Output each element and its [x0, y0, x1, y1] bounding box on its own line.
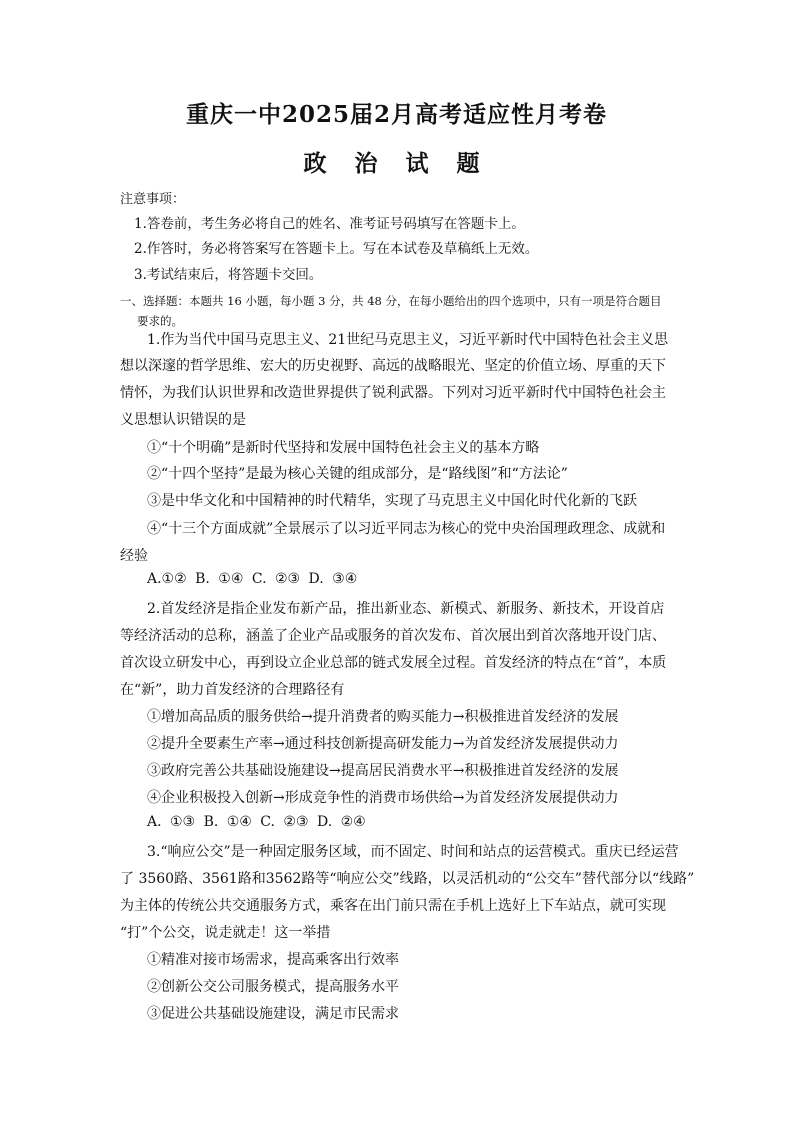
question-1-option: ③是中华文化和中国精神的时代精华，实现了马克思主义中国化时代化新的飞跃: [147, 493, 637, 509]
question-3-stem-line: 3.“响应公交”是一种固定服务区域，而不固定、时间和站点的运营模式。重庆已经运营: [147, 844, 679, 860]
question-2-option: ①增加高品质的服务供给→提升消费者的购买能力→积极推进首发经济的发展: [147, 709, 619, 725]
section-heading-line: 要求的。: [137, 314, 183, 328]
question-1-answers: A.①② B. ①④ C. ②③ D. ③④: [147, 571, 358, 587]
notice-item: 2.作答时，务必将答案写在答题卡上。写在本试卷及草稿纸上无效。: [134, 241, 539, 257]
question-1-stem-line: 情怀，为我们认识世界和改造世界提供了锐利武器。下列对习近平新时代中国特色社会主: [120, 385, 666, 401]
notice-item: 3.考试结束后，将答题卡交回。: [134, 267, 323, 283]
notice-item: 1.答卷前，考生务必将自己的姓名、准考证号码填写在答题卡上。: [134, 216, 525, 232]
question-2-stem-line: 首次设立研发中心，再到设立企业总部的链式发展全过程。首发经济的特点在“首”，本质: [120, 655, 667, 671]
question-3-stem-line: 为主体的传统公共交通服务方式，乘客在出门前只需在手机上选好上下车站点，就可实现: [120, 898, 666, 914]
question-1-option: ①“十个明确”是新时代坚持和发展中国特色社会主义的基本方略: [147, 440, 540, 456]
question-1-option: ④“十三个方面成就”全景展示了以习近平同志为核心的党中央治国理政理念、成就和: [147, 521, 666, 537]
section-heading: [120, 291, 680, 331]
section-heading-line: 一、选择题：本题共 16 小题，每小题 3 分，共 48 分，在每小题给出的四个选项中，只有一项是符合题目: [120, 294, 662, 308]
question-2-answers: A. ①③ B. ①④ C. ②③ D. ②④: [147, 814, 366, 830]
question-3-option: ②创新公交公司服务模式，提高服务水平: [147, 979, 399, 995]
question-2-stem-line: 2.首发经济是指企业发布新产品，推出新业态、新模式、新服务、新技术，开设首店: [147, 601, 665, 617]
question-1-option: ②“十四个坚持”是最为核心关键的组成部分，是“路线图”和“方法论”: [147, 466, 568, 482]
question-1-stem-line: 想以深邃的哲学思维、宏大的历史视野、高远的战略眼光、坚定的价值立场、厚重的天下: [120, 358, 666, 374]
notice-label: 注意事项：: [120, 192, 186, 207]
question-2-option: ④企业积极投入创新→形成竞争性的消费市场供给→为首发经济发展提供动力: [147, 790, 619, 806]
exam-subtitle: 政 治 试 题: [303, 150, 490, 177]
question-2-option: ③政府完善公共基础设施建设→提高居民消费水平→积极推进首发经济的发展: [147, 763, 619, 779]
question-1-stem-line: 1.作为当代中国马克思主义、21世纪马克思主义，习近平新时代中国特色社会主义思: [147, 332, 669, 348]
question-3-stem-line: “打”个公交，说走就走！这一举措: [120, 925, 331, 941]
question-1-option: 经验: [120, 548, 148, 564]
question-3-stem-line: 了 3560路、3561路和3562路等“响应公交”线路，以灵活机动的“公交车”替代部分以“线路”: [120, 871, 695, 887]
question-2-stem-line: 在“新”，助力首发经济的合理路径有: [120, 682, 345, 698]
question-1-stem-line: 义思想认识错误的是: [120, 412, 246, 428]
question-3-option: ③促进公共基础设施建设，满足市民需求: [147, 1006, 399, 1022]
exam-title: 重庆一中2025届2月高考适应性月考卷: [185, 101, 608, 128]
question-2-stem-line: 等经济活动的总称，涵盖了企业产品或服务的首次发布、首次展出到首次落地开设门店、: [120, 628, 666, 644]
question-2-option: ②提升全要素生产率→通过科技创新提高研发能力→为首发经济发展提供动力: [147, 736, 619, 752]
question-3-option: ①精准对接市场需求，提高乘客出行效率: [147, 952, 399, 968]
